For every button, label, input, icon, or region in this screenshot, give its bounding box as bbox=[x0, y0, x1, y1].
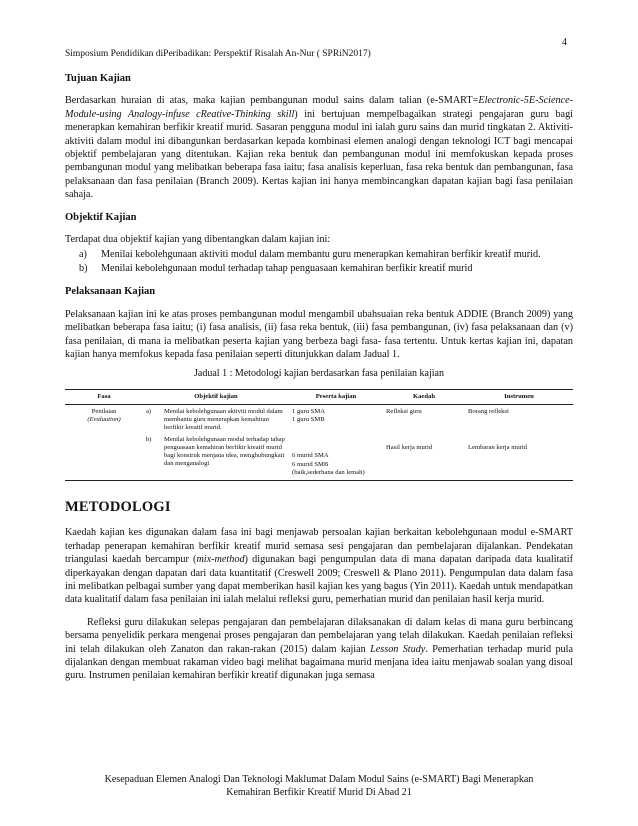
table-header-row bbox=[65, 389, 573, 404]
objektif-item-label: b) bbox=[79, 262, 88, 274]
table-row bbox=[65, 404, 573, 480]
peserta-student: 6 murid SMA bbox=[292, 452, 329, 460]
peserta-note: (baik,sederhana dan lemah) bbox=[292, 468, 365, 476]
fasa-english: (Evaluation) bbox=[87, 416, 121, 424]
pelaksanaan-paragraph: Pelaksanaan kajian ini ke atas proses pembangunan modul mengambil ubahsuaian reka bentuk ADDIE (Branch 2009) yang melibatkan beberapa fasa iaitu; (i) fasa analisis, (ii) fasa reka bentuk, (iii) fasa pembangunan, (iv) fasa pelaksanaan dan (v) fasa penilaian, di mana ia melibatkan peserta kajian yang berbeza bagi fasa- fasa tertentu. Untuk kertas kajian ini, dapatan kajian hanya memfokus kepada fasa penilaian seperti ditunjukkan dalam Jadual 1. bbox=[65, 308, 573, 360]
peserta-cell bbox=[289, 404, 383, 480]
tujuan-paragraph bbox=[65, 94, 573, 201]
kaedah-refleksi: Refleksi guru bbox=[386, 407, 422, 415]
metodologi-p1-b: ) digunakan bagi pengumpulan data di mana dapatan daripada data kualitatif diperkayakan dengan dapatan dari data kuantitatif (Creswell 2009; Creswell & Plano 2011). Pengumpulan data dalam fasa ini melibatkan pelbagai sumber yang dapat memberikan hasil kajian kes yang bagus (Yin 2011). Kaedah untuk mendapatkan data kualitatif dalam fasa penilaian ini ialah melalui refleksi guru, pemerhatian murid dan penilaian hasil kerja murid. bbox=[65, 554, 574, 606]
objektif-item-label: a) bbox=[79, 249, 87, 261]
table-objective-item bbox=[146, 408, 286, 433]
table-objective-label: a) bbox=[146, 407, 152, 415]
kaedah-cell bbox=[383, 404, 465, 480]
tujuan-text-a: Berdasarkan huraian di atas, maka kajian pembangunan modul sains dalam talian (e-SMART= bbox=[65, 95, 479, 107]
methodology-table bbox=[65, 389, 573, 481]
tujuan-text-b: ) ini bertujuan mempelbagaikan strategi pengajaran guru bagi menerapkan kemahiran berfikir kreatif murid. Sasaran pengguna modul ini ialah guru sains dan murid tingkatan 2. Aktiviti-aktiviti dalam modul ini dibangunkan berdasarkan kepada kombinasi elemen analogi dengan teknologi ICT bagi mencapai objektif pembelajaran yang ditentukan. Kajian reka bentuk dan pembangunan modul ini memfokuskan kepada proses pembangunan modul yang melibatkan beberapa fasa iaitu; fasa analisis keperluan, fasa reka bentuk dan pembangunan, fasa pelaksanaan dan fasa penilaian (Branch 2009). Kertas kajian ini hanya membincangkan dapatan kajian bagi fasa penilaian sahaja. bbox=[65, 108, 573, 201]
table-header-instrumen: Instrumen bbox=[465, 389, 573, 404]
fasa-cell bbox=[65, 404, 143, 480]
peserta-teacher: 1 guru SMB bbox=[292, 416, 325, 424]
table-header-fasa: Fasa bbox=[65, 389, 143, 404]
table-objective-text: Menilai kebolehgunaan modul terhadap tahap penguasaan kemahiran berfikir kreatif murid bagi konstruk menjana idea, menghubungkait dan menganalogi bbox=[164, 435, 285, 468]
page-footer bbox=[65, 773, 573, 799]
objektif-heading: Objektif Kajian bbox=[65, 211, 137, 223]
objektif-item bbox=[79, 262, 573, 275]
instrumen-lembaran: Lembaran kerja murid bbox=[468, 444, 527, 452]
kaedah-hasil-kerja: Hasil kerja murid bbox=[386, 444, 433, 452]
metodologi-paragraph-1 bbox=[65, 526, 573, 606]
table-caption: Jadual 1 : Metodologi kajian berdasarkan fasa penilaian kajian bbox=[194, 368, 444, 380]
peserta-student: 6 murid SMB bbox=[292, 460, 329, 468]
page-number: 4 bbox=[562, 37, 567, 48]
objektif-item bbox=[79, 248, 573, 261]
metodologi-paragraph-2 bbox=[65, 616, 573, 683]
tujuan-heading: Tujuan Kajian bbox=[65, 73, 131, 84]
objektif-item-text: Menilai kebolehgunaan modul terhadap tahap penguasaan kemahiran berfikir kreatif murid bbox=[101, 262, 473, 274]
table-header-kaedah: Kaedah bbox=[383, 389, 465, 404]
footer-line: Kemahiran Berfikir Kreatif Murid Di Abad 21 bbox=[226, 787, 412, 798]
fasa-name: Penilaian bbox=[91, 407, 117, 415]
metodologi-p1-italic: mix-method bbox=[196, 554, 245, 566]
table-objective-text: Menilai kebolehgunaan aktiviti modul dalam membantu guru menerapkan kemahiran berfikir kreatif murid. bbox=[164, 407, 283, 432]
instrumen-borang: Borang refleksi bbox=[468, 407, 509, 415]
metodologi-p2-b: . Pemerhatian terhadap murid pula dijalankan dengan membuat rakaman video bagi melihat bagaimana murid menjana idea iaitu menjawab soalan yang disoal guru. Instrumen penilaian kemahiran berfikir kreatif digunakan juga semasa bbox=[65, 643, 574, 682]
table-objective-label: b) bbox=[146, 435, 152, 443]
running-header: Simposium Pendidikan diPeribadikan: Perspektif Risalah An-Nur ( SPRiN2017) bbox=[65, 49, 371, 59]
metodologi-p2-italic: Lesson Study bbox=[370, 643, 426, 655]
pelaksanaan-heading: Pelaksanaan Kajian bbox=[65, 286, 156, 298]
footer-line: Kesepaduan Elemen Analogi Dan Teknologi Maklumat Dalam Modul Sains (e-SMART) Bagi Menerapkan bbox=[104, 774, 534, 785]
table-header-objektif: Objektif kajian bbox=[143, 389, 289, 404]
table-objective-item bbox=[146, 436, 286, 469]
objektif-item-text: Menilai kebolehgunaan aktiviti modul dalam membantu guru menerapkan kemahiran berfikir kreatif murid. bbox=[101, 249, 541, 261]
objektif-cell bbox=[143, 404, 289, 480]
metodologi-p1-a: Kaedah kajian kes digunakan dalam fasa ini bagi menjawab persoalan kajian berkaitan kebolehgunaan modul e-SMART terhadap penerapan kemahiran berfikir kreatif murid semasa sesi pengajaran dan pembelajaran dijalankan. Pendekatan triangulasi kaedah bercampur ( bbox=[65, 527, 573, 566]
objektif-intro: Terdapat dua objektif kajian yang dibentangkan dalam kajian ini: bbox=[65, 234, 331, 246]
tujuan-text-italic: Electronic-5E-Science-Module-using Analogy-infuse cReative-Thinking skill bbox=[65, 95, 573, 120]
instrumen-cell bbox=[465, 404, 573, 480]
main-content bbox=[65, 72, 573, 692]
objektif-list bbox=[65, 248, 573, 275]
metodologi-p2-a: Refleksi guru dilakukan selepas pengajaran dan pembelajaran dilaksanakan di dalam kelas di mana guru berbincang bersama penyelidik perkara mengenai proses pengajaran dan pembelajaran yang telah dilakukan. Kaedah penilaian refleksi ini telah dilakukan oleh Zanaton dan rakan-rakan (2015) dalam kajian bbox=[65, 616, 573, 655]
peserta-teacher: 1 guru SMA bbox=[292, 407, 325, 415]
metodologi-heading: METODOLOGI bbox=[65, 498, 171, 515]
table-header-peserta: Peserta kajian bbox=[289, 389, 383, 404]
